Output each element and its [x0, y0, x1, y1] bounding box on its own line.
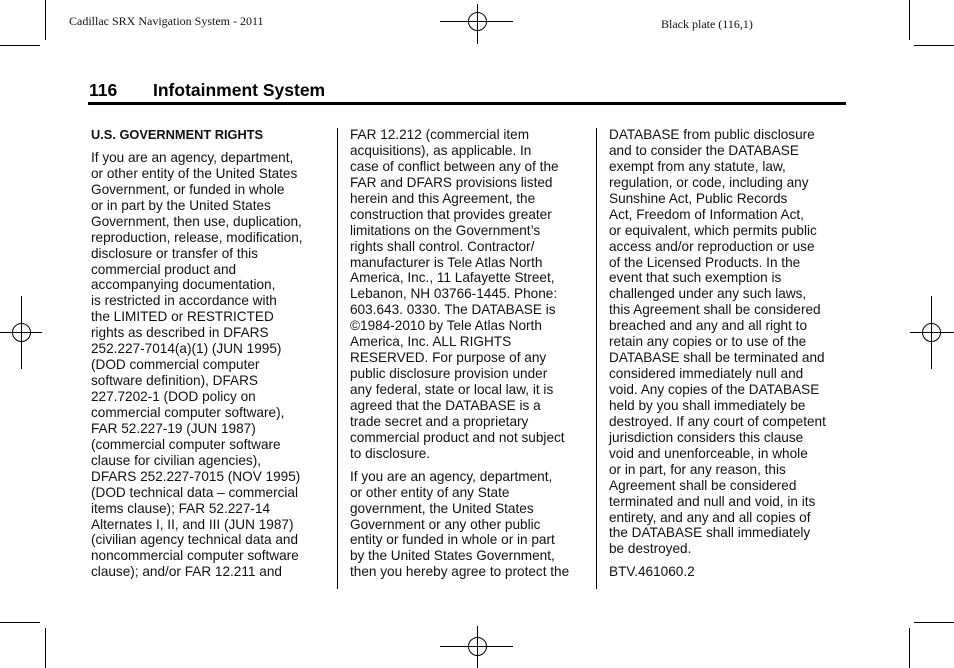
registration-mark-bottom-circle [468, 637, 487, 656]
text-line: DFARS 252.227-7015 (NOV 1995) [91, 468, 301, 484]
text-line: retain any copies or to use of the [609, 334, 807, 350]
text-line: the LIMITED or RESTRICTED [91, 309, 274, 325]
text-line: trade secret and a proprietary [350, 413, 529, 429]
text-line: reproduction, release, modification, [91, 229, 303, 245]
text-line: commercial computer software), [91, 404, 285, 420]
text-line: items clause); FAR 52.227-14 [91, 500, 271, 516]
crop-mark-bottom-right-horizontal [914, 622, 954, 623]
text-line: America, Inc., 11 Lafayette Street, [350, 270, 555, 286]
section-title: Infotainment System [153, 80, 326, 100]
column-divider-2 [596, 128, 597, 589]
text-line: clause for civilian agencies), [91, 452, 262, 468]
text-line: Alternates I, II, and III (JUN 1987) [91, 516, 294, 532]
text-line: held by you shall immediately be [609, 397, 806, 413]
text-line: clause); and/or FAR 12.211 and [91, 564, 282, 580]
text-line: If you are an agency, department, [91, 149, 294, 165]
text-line: or in part by the United States [91, 197, 271, 213]
column-divider-1 [337, 128, 338, 589]
text-line: 227.7202-1 (DOD policy on [91, 389, 256, 404]
text-line: (commercial computer software [91, 436, 281, 452]
text-line: exempt from any statute, law, [609, 158, 786, 174]
page-number: 116 [89, 80, 118, 100]
slug-right: Black plate (116,1) [661, 17, 753, 31]
text-line: FAR 12.212 (commercial item [350, 127, 530, 142]
text-line: (DOD commercial computer [91, 357, 260, 373]
header-rule [88, 102, 846, 105]
text-line: event that such exemption is [609, 270, 782, 286]
section-heading: U.S. GOVERNMENT RIGHTS [91, 127, 264, 142]
text-line: the DATABASE shall immediately [609, 525, 811, 541]
text-line: entity or funded in whole or in part [350, 532, 555, 548]
text-line: terminated and null and void, in its [609, 493, 816, 509]
text-line: challenged under any such laws, [609, 286, 807, 302]
text-line: access and/or reproduction or use [609, 238, 815, 254]
text-line: breached and any and all right to [609, 318, 808, 334]
crop-mark-bottom-left-horizontal [0, 622, 40, 623]
paragraph-gap [609, 557, 826, 564]
text-line: FAR 52.227-19 (JUN 1987) [91, 420, 256, 436]
text-line: or equivalent, which permits public [609, 222, 817, 238]
text-line: be destroyed. [609, 541, 692, 557]
text-line: public disclosure provision under [350, 366, 548, 382]
text-line: or in part, for any reason, this [609, 461, 786, 477]
text-line: void. Any copies of the DATABASE [609, 382, 820, 397]
text-line: America, Inc. ALL RIGHTS [350, 334, 512, 350]
text-line: of the Licensed Products. In the [609, 254, 801, 270]
text-line: FAR and DFARS provisions listed [350, 174, 553, 190]
text-line: Government, then use, duplication, [91, 213, 302, 229]
text-line: rights shall control. Contractor/ [350, 238, 535, 254]
text-line: by the United States Government, [350, 548, 555, 564]
crop-mark-bottom-right-vertical [909, 628, 910, 668]
text-line: If you are an agency, department, [350, 468, 553, 484]
text-line: or other entity of the United States [91, 165, 298, 181]
text-line: Sunshine Act, Public Records [609, 190, 788, 206]
text-line: or other entity of any State [350, 484, 510, 500]
text-line: RESERVED. For purpose of any [350, 350, 547, 366]
text-line: BTV.461060.2 [609, 564, 695, 580]
text-column-1 [91, 127, 303, 580]
text-line: rights as described in DFARS [91, 325, 269, 341]
crop-mark-top-left-horizontal [0, 45, 40, 46]
crop-mark-top-right-vertical [909, 0, 910, 40]
text-line: manufacturer is Tele Atlas North [350, 254, 543, 270]
registration-mark-top-circle [468, 12, 487, 31]
text-line: limitations on the Government’s [350, 222, 541, 238]
text-line: acquisitions), as applicable. In [350, 142, 532, 158]
text-line: 603.643. 0330. The DATABASE is [350, 302, 556, 318]
text-line: to disclosure. [350, 445, 431, 461]
text-line: 252.227-7014(a)(1) (JUN 1995) [91, 341, 282, 357]
paragraph-gap [350, 462, 569, 469]
text-line: case of conflict between any of the [350, 158, 559, 174]
text-line: is restricted in accordance with [91, 293, 277, 309]
text-line: ©1984-2010 by Tele Atlas North [350, 318, 542, 334]
text-line: (DOD technical data – commercial [91, 484, 298, 500]
text-line: Agreement shall be considered [609, 477, 797, 493]
text-line: noncommercial computer software [91, 548, 299, 564]
text-line: DATABASE shall be terminated and [609, 350, 825, 366]
text-line: this Agreement shall be considered [609, 302, 821, 318]
text-line: disclosure or transfer of this [91, 245, 258, 261]
text-line: accompanying documentation, [91, 277, 276, 293]
crop-mark-top-left-vertical [45, 0, 46, 40]
text-line: Government, or funded in whole [91, 181, 285, 197]
crop-mark-bottom-left-vertical [45, 628, 46, 668]
text-line: Lebanon, NH 03766-1445. Phone: [350, 286, 558, 302]
paragraph-gap [91, 143, 303, 150]
text-line: jurisdiction considers this clause [609, 429, 804, 445]
text-line: (civilian agency technical data and [91, 532, 299, 548]
text-line: void and unenforceable, in whole [609, 445, 808, 461]
text-line: government, the United States [350, 500, 534, 516]
text-line: destroyed. If any court of competent [609, 413, 826, 429]
text-column-2 [350, 127, 569, 580]
text-line: software definition), DFARS [91, 373, 258, 389]
text-line: Government or any other public [350, 516, 541, 532]
text-line: entirety, and any and all copies of [609, 509, 811, 525]
text-line: herein and this Agreement, the [350, 190, 536, 206]
text-line: and to consider the DATABASE [609, 142, 799, 158]
slug-left: Cadillac SRX Navigation System - 2011 [69, 14, 264, 28]
crop-mark-top-right-horizontal [914, 45, 954, 46]
text-line: any federal, state or local law, it is [350, 382, 554, 397]
text-line: commercial product and not subject [350, 429, 565, 445]
text-line: then you hereby agree to protect the [350, 564, 570, 580]
text-column-3 [609, 127, 826, 580]
text-line: Act, Freedom of Information Act, [609, 206, 804, 222]
registration-mark-right-circle [922, 323, 941, 342]
text-line: considered immediately null and [609, 366, 804, 382]
text-line: regulation, or code, including any [609, 174, 809, 190]
text-line: agreed that the DATABASE is a [350, 397, 541, 413]
text-line: DATABASE from public disclosure [609, 127, 815, 142]
text-line: commercial product and [91, 261, 237, 277]
text-line: construction that provides greater [350, 206, 552, 222]
registration-mark-left-circle [12, 323, 31, 342]
